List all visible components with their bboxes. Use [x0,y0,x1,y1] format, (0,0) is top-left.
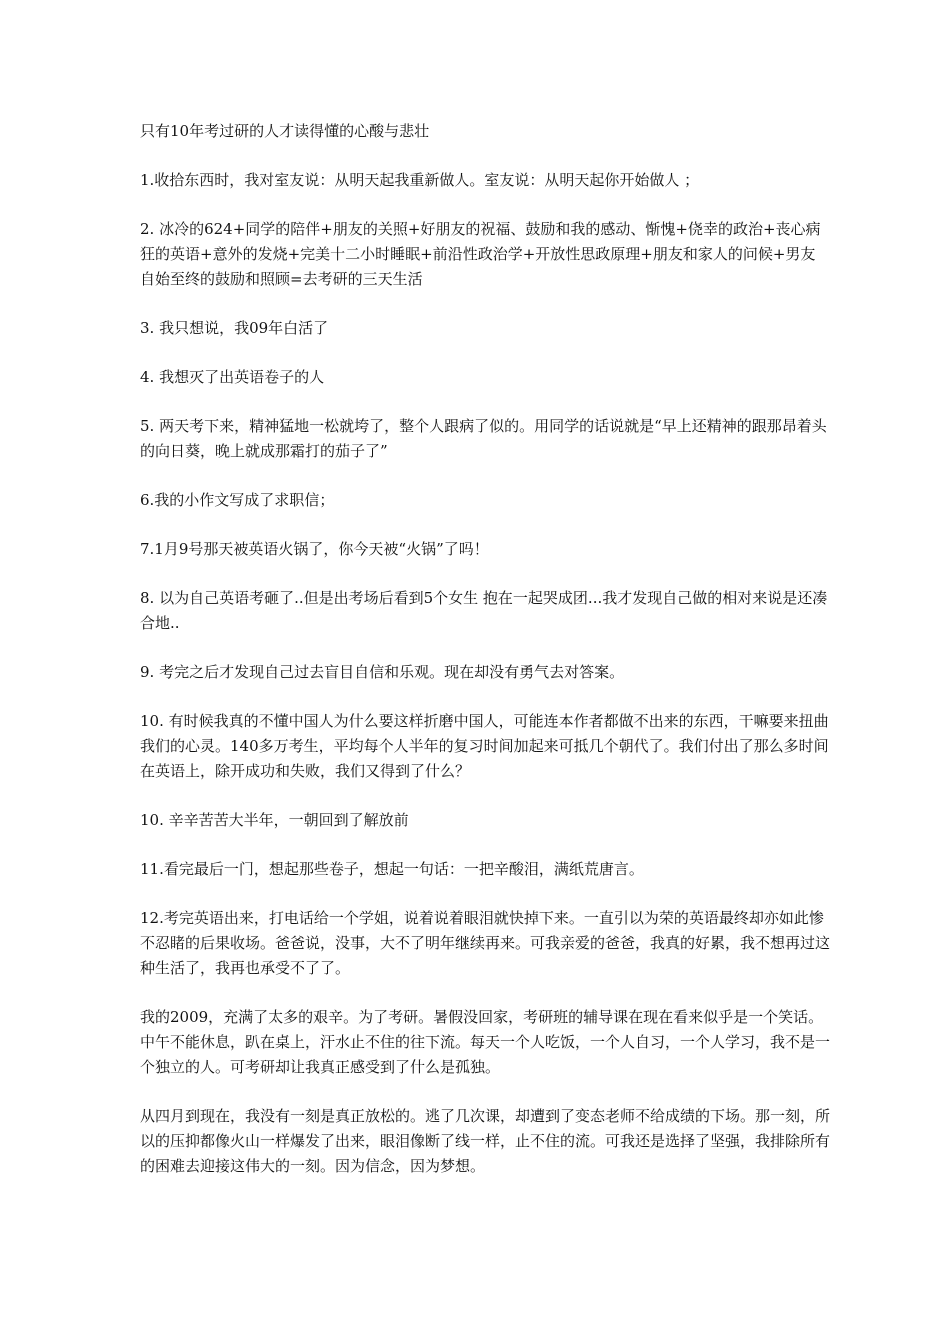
paragraph-2: 2. 冰冷的624+同学的陪伴+朋友的关照+好朋友的祝福、鼓励和我的感动、惭愧+侥幸的政治+丧心病狂的英语+意外的发烧+完美十二小时睡眠+前沿性政治学+开放性思政原理+朋友和家人的问候+男友自始至终的鼓励和照顾=去考研的三天生活 [140,220,821,288]
paragraph-since-april: 从四月到现在，我没有一刻是真正放松的。逃了几次课，却遭到了变态老师不给成绩的下场。那一刻，所以的压抑都像火山一样爆发了出来，眼泪像断了线一样，止不住的流。可我还是选择了坚强，我排除所有的困难去迎接这伟大的一刻。因为信念，因为梦想。 [140,1107,831,1175]
paragraph-10: 10. 有时候我真的不懂中国人为什么要这样折磨中国人，可能连本作者都做不出来的东西，干嘛要来扭曲我们的心灵。140多万考生，平均每个人半年的复习时间加起来可抵几个朝代了。我们付出了那么多时间在英语上，除开成功和失败，我们又得到了什么？ [140,712,829,780]
paragraph-8: 8. 以为自己英语考砸了..但是出考场后看到5个女生 抱在一起哭成团...我才发现自己做的相对来说是还凑合地.. [140,589,828,632]
paragraph-3: 3. 我只想说，我09年白活了 [140,319,329,337]
paragraph-my-2009: 我的2009，充满了太多的艰辛。为了考研。暑假没回家，考研班的辅导课在现在看来似乎是一个笑话。中午不能休息，趴在桌上，汗水止不住的往下流。每天一个人吃饭，一个人自习，一个人学习，我不是一个独立的人。可考研却让我真正感受到了什么是孤独。 [140,1008,831,1076]
document-title: 只有10年考过研的人才读得懂的心酸与悲壮 [140,122,430,140]
paragraph-12: 12.考完英语出来，打电话给一个学姐，说着说着眼泪就快掉下来。一直引以为荣的英语最终却亦如此惨不忍睹的后果收场。爸爸说，没事，大不了明年继续再来。可我亲爱的爸爸，我真的好累，我不想再过这种生活了，我再也承受不了了。 [140,909,831,977]
paragraph-1: 1.收拾东西时，我对室友说：从明天起我重新做人。室友说：从明天起你开始做人 ； [140,171,700,189]
paragraph-9: 9. 考完之后才发现自己过去盲目自信和乐观。现在却没有勇气去对答案。 [140,663,625,681]
paragraph-11: 11.看完最后一门，想起那些卷子，想起一句话：一把辛酸泪，满纸荒唐言。 [140,860,644,878]
document-page [140,119,830,1203]
paragraph-10b: 10. 辛辛苦苦大半年，一朝回到了解放前 [140,811,409,829]
paragraph-6: 6.我的小作文写成了求职信； [140,491,335,509]
paragraph-4: 4. 我想灭了出英语卷子的人 [140,368,325,386]
paragraph-5: 5. 两天考下来，精神猛地一松就垮了，整个人跟病了似的。用同学的话说就是“早上还精神的跟那昂着头的向日葵，晚上就成那霜打的茄子了” [140,417,827,460]
paragraph-7: 7.1月9号那天被英语火锅了，你今天被“火锅”了吗！ [140,540,489,558]
